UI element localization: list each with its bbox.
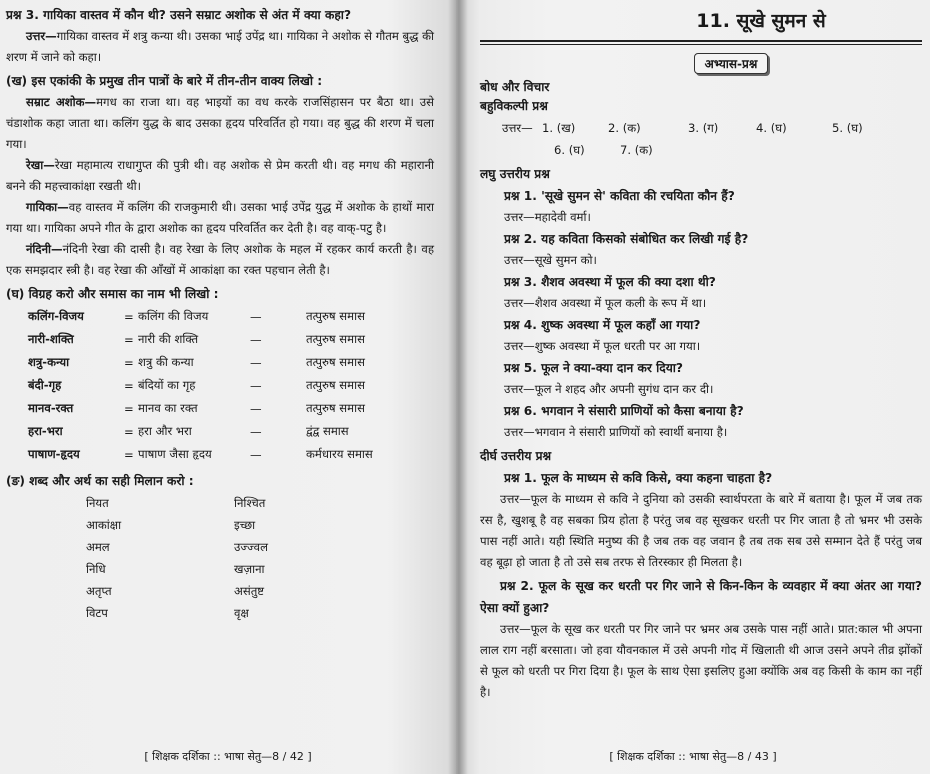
- short-answer: उत्तर—शुष्क अवस्था में फूल धरती पर आ गया।: [504, 339, 701, 353]
- samas-vigrah: हरा और भरा: [138, 424, 192, 438]
- section-nga-heading: (ङ) शब्द और अर्थ का सही मिलान करो :: [6, 474, 194, 488]
- samas-equals: =: [124, 424, 134, 439]
- short-question: प्रश्न 2. यह कविता किसको संबोधित कर लिखी गई है?: [504, 232, 749, 246]
- samas-dash: —: [250, 447, 262, 462]
- laghu-heading: लघु उत्तरीय प्रश्न: [480, 167, 550, 181]
- samas-dash: —: [250, 309, 262, 324]
- left-page: [0, 0, 456, 774]
- mcq-answer: 6. (घ): [554, 143, 585, 157]
- mcq-answers: [502, 117, 922, 161]
- abhyas-box-wrap: [540, 53, 922, 74]
- match-row: [86, 602, 268, 624]
- match-row: [86, 536, 268, 558]
- long-question-2: प्रश्न 2. फूल के सूख कर धरती पर गिर जाने से किन-किन के व्यवहार में क्या अंतर आ गया? ऐसा क्यों हुआ?: [480, 579, 922, 615]
- match-word: नियत: [86, 495, 109, 510]
- samas-vigrah: बंदियों का गृह: [138, 378, 196, 392]
- samas-equals: =: [124, 378, 134, 393]
- samas-dash: —: [250, 332, 262, 347]
- character-item: [6, 197, 434, 239]
- samas-word: मानव-रक्त: [28, 401, 74, 415]
- short-question: प्रश्न 4. शुष्क अवस्था में फूल कहाँ आ गया?: [504, 318, 701, 332]
- match-meaning: असंतुष्ट: [234, 583, 265, 598]
- match-word: आकांक्षा: [86, 517, 122, 532]
- character-item: [6, 239, 434, 281]
- long-question-1: प्रश्न 1. फूल के माध्यम से कवि किसे, क्या कहना चाहता है?: [504, 471, 773, 485]
- samas-dash: —: [250, 355, 262, 370]
- match-word: निधि: [86, 561, 106, 576]
- short-question: प्रश्न 6. भगवान ने संसारी प्राणियों को कैसा बनाया है?: [504, 404, 744, 418]
- mcq-answer: 2. (क): [608, 121, 641, 135]
- match-table: [86, 492, 268, 624]
- samas-equals: =: [124, 401, 134, 416]
- samas-word: बंदी-गृह: [28, 378, 62, 392]
- chapter-title: 11. सूखे सुमन से: [696, 10, 826, 32]
- samas-table: [28, 305, 373, 466]
- samas-equals: =: [124, 309, 134, 324]
- section-gha-heading: (घ) विग्रह करो और समास का नाम भी लिखो :: [6, 287, 219, 301]
- match-meaning: उज्ज्वल: [234, 539, 268, 554]
- character-text: मगध का राजा था। वह भाइयों का वध करके राजसिंहासन पर बैठा था। उसे चंडाशोक कहा जाता था। कलिंग युद्ध के बाद उसका हृदय परिवर्तित हो गया। वह बुद्ध की शरण में चला गया।: [6, 95, 434, 151]
- match-row: [86, 492, 268, 514]
- title-rule: [480, 40, 922, 45]
- match-meaning: वृक्ष: [234, 605, 249, 620]
- mcq-row-2: [502, 139, 922, 161]
- left-page-content: [6, 4, 434, 624]
- samas-vigrah: नारी की शक्ति: [138, 332, 199, 346]
- samas-dash: —: [250, 401, 262, 416]
- short-answer: उत्तर—भगवान ने संसारी प्राणियों को स्वार्थी बनाया है।: [504, 425, 728, 439]
- samas-type: तत्पुरुष समास: [306, 309, 365, 323]
- match-row: [86, 580, 268, 602]
- samas-row: [28, 420, 373, 443]
- short-answer: उत्तर—शैशव अवस्था में फूल कली के रूप में था।: [504, 296, 707, 310]
- samas-equals: =: [124, 332, 134, 347]
- short-answer: उत्तर—फूल ने शहद और अपनी सुगंध दान कर दी।: [504, 382, 714, 396]
- samas-row: [28, 351, 373, 374]
- samas-vigrah: शत्रु की कन्या: [138, 355, 194, 369]
- match-row: [86, 558, 268, 580]
- samas-type: तत्पुरुष समास: [306, 378, 365, 392]
- right-page-content: [480, 4, 922, 703]
- abhyas-box: अभ्यास-प्रश्न: [694, 53, 769, 74]
- samas-type: कर्मधारय समास: [306, 447, 373, 461]
- right-footer: [ शिक्षक दर्शिका :: भाषा सेतु—8 / 43 ]: [609, 750, 777, 763]
- short-question: प्रश्न 3. शैशव अवस्था में फूल की क्या दशा थी?: [504, 275, 716, 289]
- samas-dash: —: [250, 424, 262, 439]
- samas-equals: =: [124, 355, 134, 370]
- short-answer: उत्तर—सूखे सुमन को।: [504, 253, 597, 267]
- match-word: अमल: [86, 539, 110, 554]
- mcq-row-1: [502, 117, 922, 139]
- character-text: वह वास्तव में कलिंग की राजकुमारी थी। उसका भाई उपेंद्र युद्ध में अशोक के हाथों मारा गया था। गायिका अपने गीत के द्वारा अशोक का हृदय परिवर्तित कर देती है। वह वाक्-पटु है।: [6, 200, 434, 235]
- character-text: रेखा महामात्य राधागुप्त की पुत्री थी। वह अशोक से प्रेम करती थी। वह मगध की महारानी बनने की महत्त्वाकांक्षा रखती थी।: [6, 158, 434, 193]
- character-name: रेखा—: [26, 158, 55, 172]
- book-gutter-shadow: [448, 0, 468, 774]
- character-item: [6, 92, 434, 155]
- character-name: सम्राट अशोक—: [26, 95, 97, 109]
- answer-text: गायिका वास्तव में शत्रु कन्या थी। उसका भाई उपेंद्र था। गायिका ने अशोक से गौतम बुद्ध की शरण में जाने को कहा।: [6, 29, 434, 64]
- short-qa-list: [480, 185, 922, 443]
- samas-equals: =: [124, 447, 134, 462]
- bahu-heading: बहुविकल्पी प्रश्न: [480, 99, 548, 113]
- answer-label: उत्तर—: [26, 29, 57, 43]
- character-name: गायिका—: [26, 200, 69, 214]
- match-word: अतृप्त: [86, 583, 112, 598]
- character-list: [6, 92, 434, 281]
- samas-word: कलिंग-विजय: [28, 309, 84, 323]
- match-meaning: खज़ाना: [234, 561, 265, 576]
- dirgh-heading: दीर्घ उत्तरीय प्रश्न: [480, 449, 552, 463]
- character-text: नंदिनी रेखा की दासी है। वह रेखा के लिए अशोक के महल में रहकर कार्य करती है। वह एक समझदार स्त्री है। वह रेखा की आँखों में आकांक्षा का रक्त पहचान लेती है।: [6, 242, 434, 277]
- match-row: [86, 514, 268, 536]
- mcq-answer: 3. (ग): [688, 121, 719, 135]
- samas-row: [28, 328, 373, 351]
- samas-dash: —: [250, 378, 262, 393]
- match-meaning: निश्चित: [234, 495, 266, 510]
- mcq-label: उत्तर—: [502, 121, 533, 135]
- samas-row: [28, 443, 373, 466]
- short-answer: उत्तर—महादेवी वर्मा।: [504, 210, 591, 224]
- left-footer: [ शिक्षक दर्शिका :: भाषा सेतु—8 / 42 ]: [144, 750, 312, 763]
- mcq-answer: 4. (घ): [756, 121, 787, 135]
- long-answer-2: उत्तर—फूल के सूख कर धरती पर गिर जाने पर भ्रमर अब उसके पास नहीं आते। प्रात:काल भी अपना लाल राग नहीं बरसाता। जो हवा यौवनकाल में उसे अपनी गोद में खिलाती थी आज उसने अपने तीव्र झोंकों से फूल को धरती पर गिरा दिया है। फूल के साथ ऐसा इसलिए हुआ क्योंकि अब वह किसी के काम का नहीं है।: [480, 622, 922, 699]
- samas-word: पाषाण-हृदय: [28, 447, 80, 461]
- bodh-heading: बोध और विचार: [480, 80, 550, 94]
- samas-word: शत्रु-कन्या: [28, 355, 70, 369]
- short-question: प्रश्न 1. 'सूखे सुमन से' कविता की रचयिता कौन हैं?: [504, 189, 735, 203]
- mcq-answer: 7. (क): [620, 143, 653, 157]
- long-answer-1: उत्तर—फूल के माध्यम से कवि ने दुनिया को उसकी स्वार्थपरता के बारे में बताया है। फूल में जब तक रस है, खुशबू है वह सबका प्रिय होता है परंतु जब वह सूखकर धरती पर गिर जाता है तो भ्रमर भी उसके पास नहीं आते। यही स्थिति मनुष्य की है जब तक वह जवान है तब तक सब उसे सम्मान देते हैं परंतु जब वह बूढ़ा हो जाता है तो उसे सब तरफ से तिरस्कार ही मिलता है।: [480, 492, 922, 569]
- character-name: नंदिनी—: [26, 242, 63, 256]
- samas-vigrah: कलिंग की विजय: [138, 309, 209, 323]
- question-3: प्रश्न 3. गायिका वास्तव में कौन थी? उसने सम्राट अशोक से अंत में क्या कहा?: [6, 8, 352, 22]
- short-question: प्रश्न 5. फूल ने क्या-क्या दान कर दिया?: [504, 361, 683, 375]
- samas-row: [28, 305, 373, 328]
- samas-type: तत्पुरुष समास: [306, 332, 365, 346]
- section-kha-heading: (ख) इस एकांकी के प्रमुख तीन पात्रों के बारे में तीन-तीन वाक्य लिखो :: [6, 74, 323, 88]
- question-3-answer: [6, 26, 434, 68]
- samas-type: तत्पुरुष समास: [306, 355, 365, 369]
- right-page: [456, 0, 930, 774]
- match-word: विटप: [86, 605, 108, 620]
- mcq-answer: 1. (ख): [542, 121, 576, 135]
- character-item: [6, 155, 434, 197]
- samas-type: द्वंद्व समास: [306, 424, 349, 438]
- samas-row: [28, 374, 373, 397]
- samas-vigrah: मानव का रक्त: [138, 401, 198, 415]
- samas-word: हरा-भरा: [28, 424, 63, 438]
- mcq-answer: 5. (घ): [832, 121, 863, 135]
- samas-type: तत्पुरुष समास: [306, 401, 365, 415]
- samas-word: नारी-शक्ति: [28, 332, 74, 346]
- samas-row: [28, 397, 373, 420]
- match-meaning: इच्छा: [234, 517, 256, 532]
- samas-vigrah: पाषाण जैसा हृदय: [138, 447, 212, 461]
